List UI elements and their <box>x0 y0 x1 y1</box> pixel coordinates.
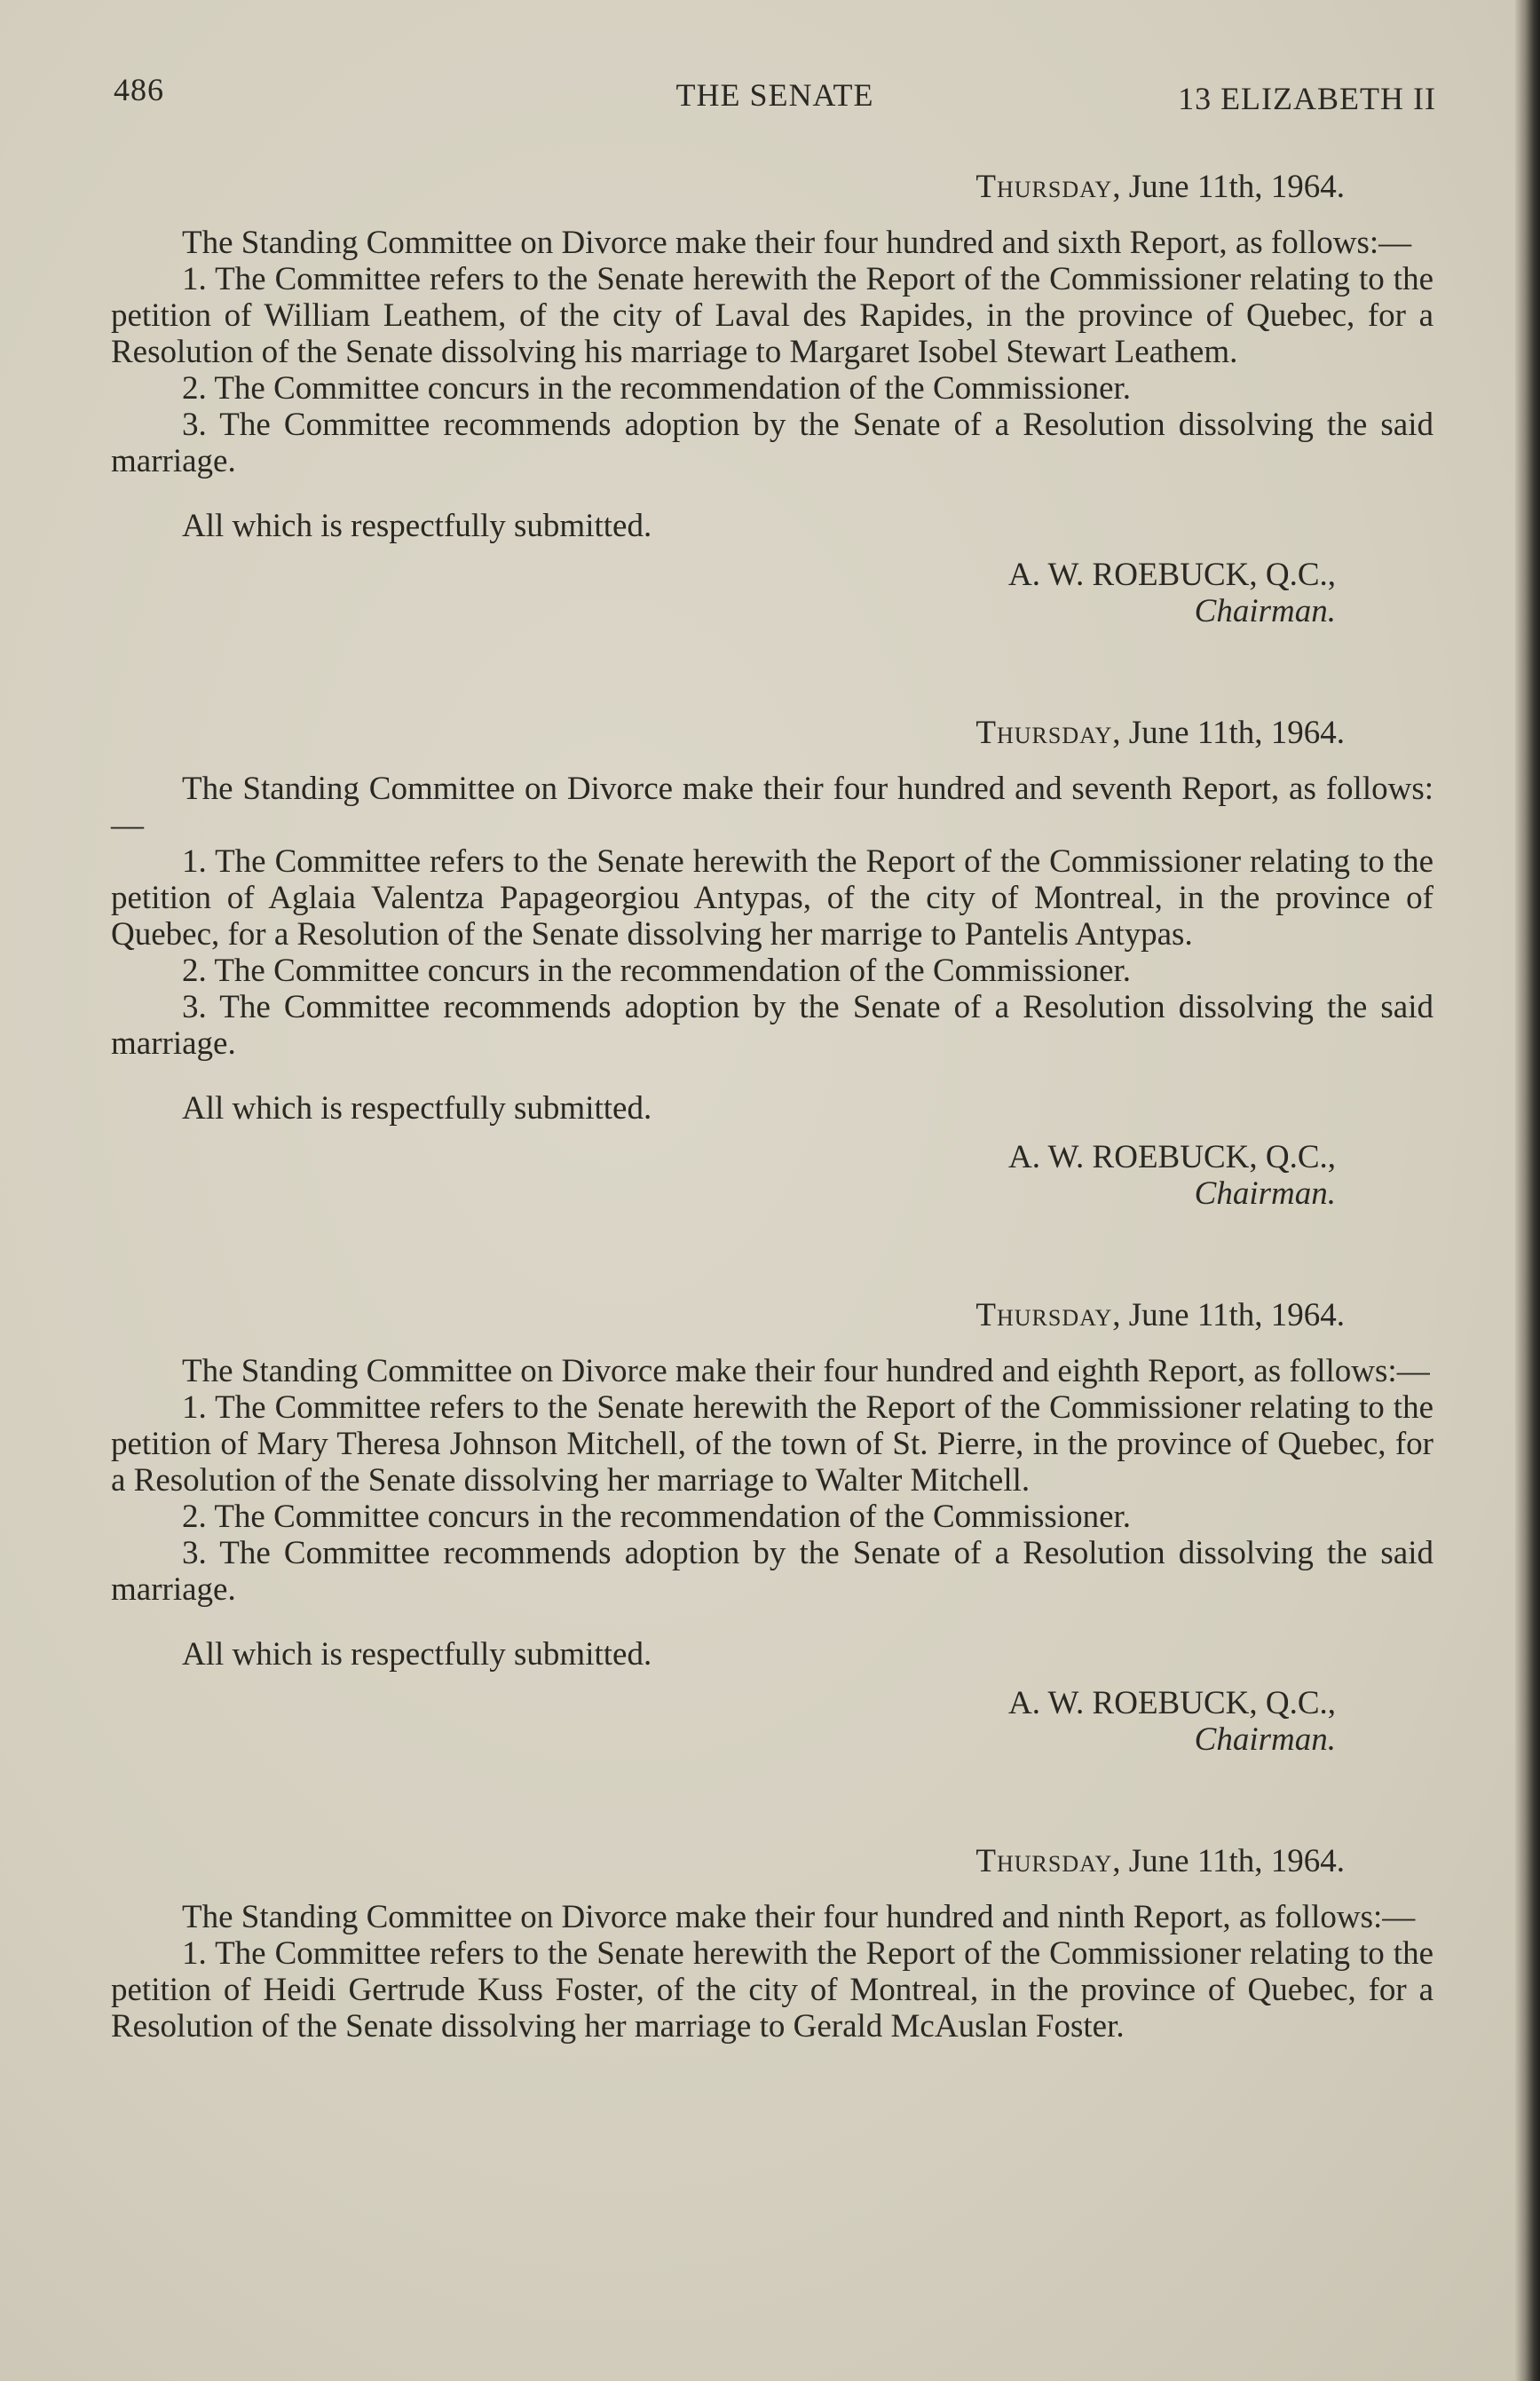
text-block <box>111 169 1433 2130</box>
report-item-2: 2. The Committee concurs in the recommendation of the Commissioner. <box>182 1499 1132 1535</box>
regnal-year: 13 ELIZABETH II <box>1178 81 1436 116</box>
dateline-weekday: Thursday <box>975 1297 1113 1333</box>
signature-block <box>111 557 1433 629</box>
report-408 <box>111 1297 1433 1758</box>
report-item-3: 3. The Committee recommends adoption by the Senate of a Resolution dissolving the said marriage. <box>111 1535 1433 1608</box>
report-closing: All which is respectfully submitted. <box>182 1636 652 1673</box>
report-item-1: 1. The Committee refers to the Senate herewith the Report of the Commissioner relating to the petition of William Leathem, of the city of Laval des Rapides, in the province of Quebec, for a Resolution of the Senate dissolving his marriage to Margaret Isobel Stewart Leathem. <box>111 261 1433 370</box>
page-edge <box>1515 0 1540 2381</box>
dateline-date: , June 11th, 1964. <box>1112 1297 1345 1333</box>
report-407 <box>111 715 1433 1212</box>
report-intro: The Standing Committee on Divorce make their four hundred and eighth Report, as follows:— <box>182 1353 1430 1389</box>
signature-block <box>111 1685 1433 1758</box>
dateline-weekday: Thursday <box>975 169 1113 205</box>
dateline-weekday: Thursday <box>975 715 1113 751</box>
report-item-3: 3. The Committee recommends adoption by the Senate of a Resolution dissolving the said marriage. <box>111 407 1433 479</box>
report-intro: The Standing Committee on Divorce make their four hundred and seventh Report, as follows:— <box>111 771 1433 843</box>
report-406 <box>111 169 1433 629</box>
signatory-role: Chairman. <box>1194 593 1336 629</box>
report-closing: All which is respectfully submitted. <box>182 1090 652 1127</box>
signatory-name: A. W. ROEBUCK, Q.C., <box>1007 1139 1336 1175</box>
dateline-date: , June 11th, 1964. <box>1112 169 1345 205</box>
report-item-3: 3. The Committee recommends adoption by the Senate of a Resolution dissolving the said marriage. <box>111 989 1433 1062</box>
report-item-2: 2. The Committee concurs in the recommendation of the Commissioner. <box>182 953 1132 989</box>
signatory-role: Chairman. <box>1194 1721 1336 1758</box>
report-item-1: 1. The Committee refers to the Senate herewith the Report of the Commissioner relating to the petition of Mary Theresa Johnson Mitchell, of the town of St. Pierre, in the province of Quebec, for a Resolution of the Senate dissolving her marriage to Walter Mitchell. <box>111 1389 1433 1499</box>
running-head <box>114 71 1436 124</box>
report-dateline <box>111 1843 1433 1879</box>
journal-title: THE SENATE <box>675 77 874 113</box>
report-item-1: 1. The Committee refers to the Senate herewith the Report of the Commissioner relating to the petition of Aglaia Valentza Papageorgiou Antypas, of the city of Montreal, in the province of Quebec, for a Resolution of the Senate dissolving her marrige to Pantelis Antypas. <box>111 843 1433 953</box>
dateline-weekday: Thursday <box>975 1843 1113 1879</box>
signature-block <box>111 1139 1433 1212</box>
dateline-date: , June 11th, 1964. <box>1112 715 1345 751</box>
report-dateline <box>111 715 1433 751</box>
signatory-name: A. W. ROEBUCK, Q.C., <box>1007 557 1336 593</box>
report-intro: The Standing Committee on Divorce make their four hundred and sixth Report, as follows:— <box>182 225 1412 261</box>
signatory-role: Chairman. <box>1194 1175 1336 1212</box>
page-number: 486 <box>114 72 164 107</box>
dateline-date: , June 11th, 1964. <box>1112 1843 1345 1879</box>
signatory-name: A. W. ROEBUCK, Q.C., <box>1007 1685 1336 1721</box>
report-item-2: 2. The Committee concurs in the recommendation of the Commissioner. <box>182 370 1132 407</box>
report-intro: The Standing Committee on Divorce make their four hundred and ninth Report, as follows:— <box>182 1899 1416 1935</box>
report-409 <box>111 1843 1433 2045</box>
report-closing: All which is respectfully submitted. <box>182 508 652 544</box>
report-dateline <box>111 169 1433 205</box>
report-item-1: 1. The Committee refers to the Senate herewith the Report of the Commissioner relating to the petition of Heidi Gertrude Kuss Foster, of the city of Montreal, in the province of Quebec, for a Resolution of the Senate dissolving her marriage to Gerald McAuslan Foster. <box>111 1935 1433 2045</box>
report-dateline <box>111 1297 1433 1333</box>
